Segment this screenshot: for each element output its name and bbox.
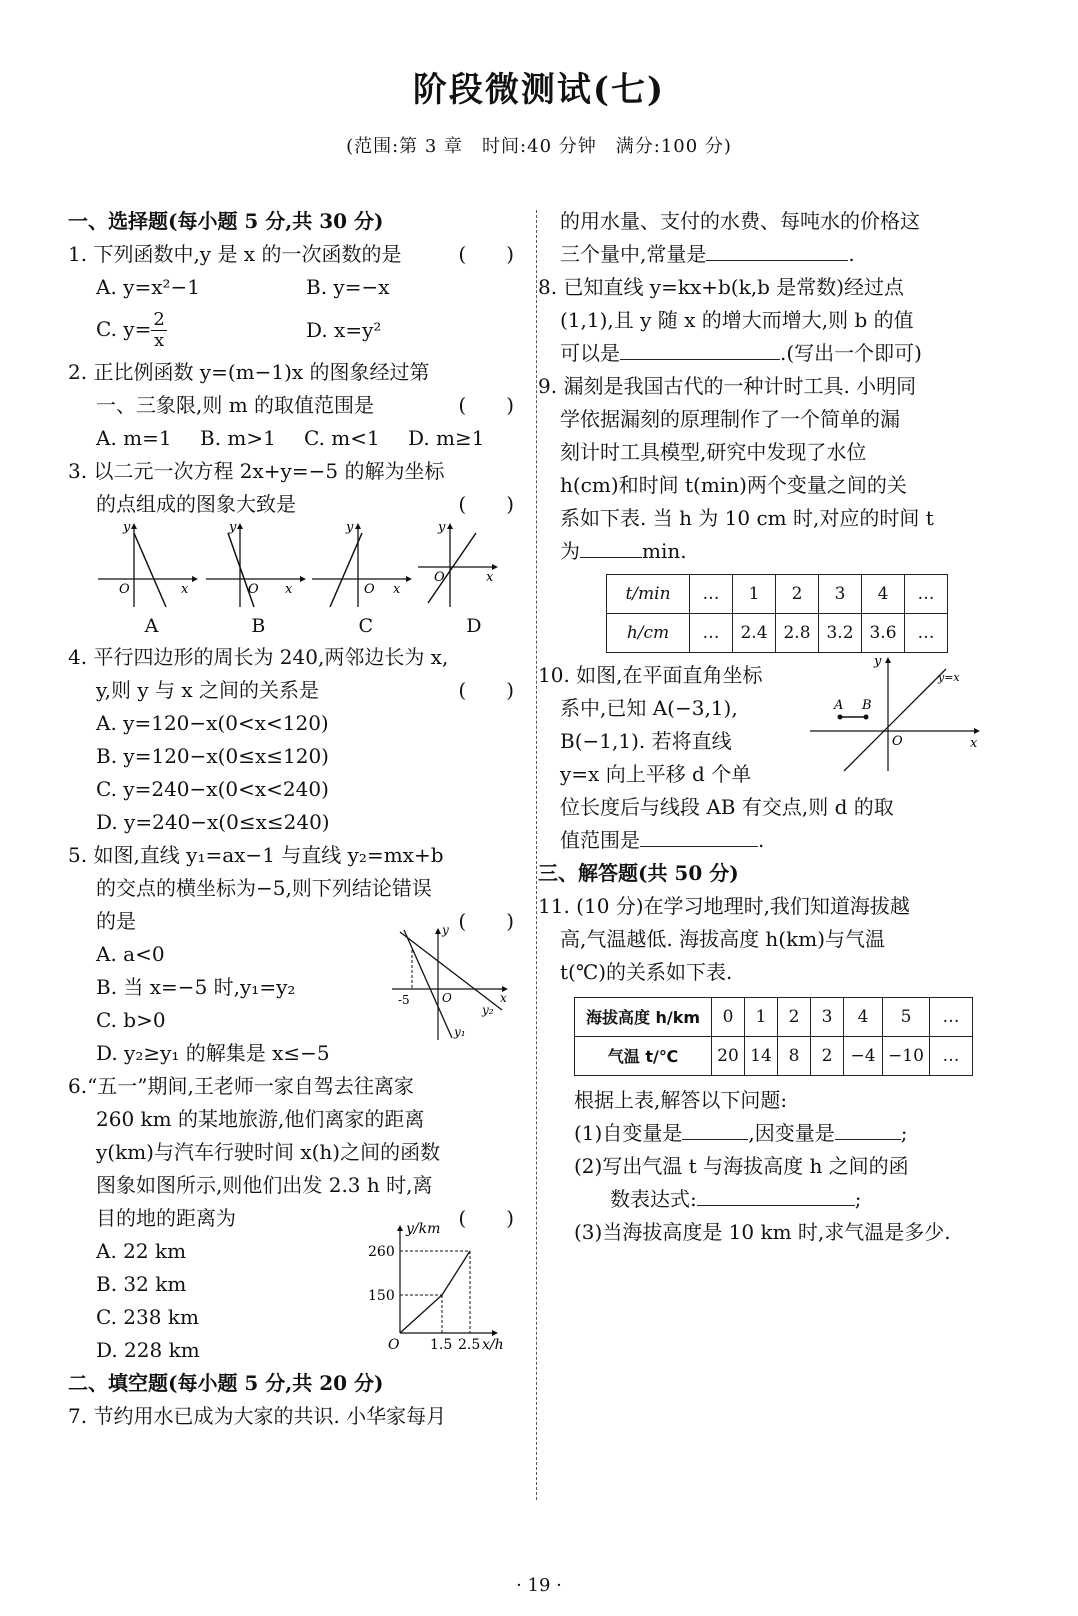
section-choice-heading: 一、选择题(每小题 5 分,共 30 分)	[68, 209, 384, 233]
q6-stem-line1: 6.“五一”期间,王老师一家自驾去往离家	[68, 1074, 414, 1098]
svg-text:y: y	[123, 521, 131, 535]
svg-text:O: O	[119, 582, 130, 597]
q10-stem-line6: 值范围是 .	[560, 824, 1008, 857]
svg-text:x: x	[285, 582, 293, 597]
q6-option-d: D. 228 km	[96, 1338, 200, 1362]
q9-stem-line2: 学依据漏刻的原理制作了一个简单的漏	[560, 407, 900, 431]
q4-option-d: D. y=240−x(0≤x≤240)	[96, 810, 330, 834]
q11-stem-line3: t(℃)的关系如下表.	[560, 960, 733, 984]
q6-option-c: C. 238 km	[96, 1305, 199, 1329]
q4-stem-line2: y,则 y 与 x 之间的关系是 ( )	[96, 678, 514, 702]
q5-stem-line3: 的是 ( )	[96, 909, 514, 933]
svg-text:O: O	[388, 1337, 400, 1353]
q10-stem-line5: 位长度后与线段 AB 有交点,则 d 的取	[560, 795, 894, 819]
q9-stem-line6: 为 min.	[560, 535, 1008, 568]
svg-text:y: y	[438, 521, 446, 535]
q11-expression-blank[interactable]	[697, 1183, 855, 1206]
q2-stem-line1: 2. 正比例函数 y=(m−1)x 的图象经过第	[68, 360, 430, 384]
q7-answer-blank[interactable]	[706, 238, 848, 261]
svg-text:y=x: y=x	[938, 671, 960, 684]
svg-text:O: O	[892, 734, 903, 749]
q1-options-ab: A. y=x²−1 B. y=−x	[96, 275, 390, 299]
q11-dependent-blank[interactable]	[835, 1117, 901, 1140]
q11-table	[574, 997, 973, 1076]
svg-text:x: x	[970, 736, 978, 751]
q1-options-cd: C. y= $\frac{2}{x}$ D. x=y²	[96, 308, 382, 351]
svg-text:O: O	[364, 582, 375, 597]
q5-option-c: C. b>0	[96, 1008, 166, 1032]
svg-text:x: x	[181, 582, 189, 597]
svg-text:A: A	[834, 698, 844, 713]
q8-stem-line2: (1,1),且 y 随 x 的增大而增大,则 b 的值	[560, 308, 914, 332]
table-row: 海拔高度 h/km 0 1 2 3 4 5 …	[575, 998, 973, 1037]
q4-stem-line1: 4. 平行四边形的周长为 240,两邻边长为 x,	[68, 645, 449, 669]
q11-part3: (3)当海拔高度是 10 km 时,求气温是多少.	[574, 1220, 951, 1244]
q11-stem-line2: 高,气温越低. 海拔高度 h(km)与气温	[560, 927, 885, 951]
q6-stem-line3: y(km)与汽车行驶时间 x(h)之间的函数	[96, 1140, 441, 1164]
q7-stem-line3: 三个量中,常量是 .	[560, 238, 1008, 271]
q6-option-a: A. 22 km	[96, 1239, 187, 1263]
q9-stem-line3: 刻计时工具模型,研究中发现了水位	[560, 440, 867, 464]
q11-stem-line1: 11. (10 分)在学习地理时,我们知道海拔越	[538, 894, 910, 918]
q4-option-a: A. y=120−x(0<x<120)	[96, 711, 329, 735]
page-title: 阶段微测试(七)	[412, 70, 666, 110]
q11-independent-blank[interactable]	[682, 1117, 748, 1140]
q3-graph-b	[206, 521, 306, 607]
svg-text:x: x	[486, 570, 494, 585]
q6-stem-line4: 图象如图所示,则他们出发 2.3 h 时,离	[96, 1173, 433, 1197]
svg-text:y₁: y₁	[454, 1025, 466, 1039]
q10-stem-line2: 系中,已知 A(−3,1),	[560, 696, 738, 720]
table-row: h/cm … 2.4 2.8 3.2 3.6 …	[607, 614, 948, 653]
q2-stem-line2: 一、三象限,则 m 的取值范围是 ( )	[96, 393, 514, 417]
q3-graph-c	[312, 521, 412, 607]
svg-text:x/h: x/h	[482, 1337, 504, 1353]
svg-text:y: y	[874, 654, 882, 669]
svg-text:y/km: y/km	[406, 1221, 441, 1237]
q11-part1: (1)自变量是 ,因变量是 ;	[560, 1117, 1008, 1150]
q1-stem: 1. 下列函数中,y 是 x 的一次函数的是 ( )	[68, 242, 514, 266]
q3-graph-a	[98, 521, 198, 607]
q9-stem-line4: h(cm)和时间 t(min)两个变量之间的关	[560, 473, 907, 497]
q9-stem-line1: 9. 漏刻是我国古代的一种计时工具. 小明同	[538, 374, 917, 398]
q2-options: A. m=1 B. m>1 C. m<1 D. m≥1	[96, 426, 485, 450]
q11-part2-line2: 数表达式: ;	[560, 1183, 1008, 1216]
q6-stem-line5: 目的地的距离为 ( )	[96, 1206, 514, 1230]
q9-stem-line5: 系如下表. 当 h 为 10 cm 时,对应的时间 t	[560, 506, 934, 530]
svg-text:O: O	[442, 991, 452, 1005]
q3-graph-options	[68, 521, 514, 611]
q6-stem-line2: 260 km 的某地旅游,他们离家的距离	[96, 1107, 425, 1131]
q4-option-b: B. y=120−x(0≤x≤120)	[96, 744, 329, 768]
svg-text:260: 260	[368, 1244, 395, 1260]
column-divider	[536, 210, 537, 1500]
fraction-2-over-x: $\frac{2}{x}$	[153, 308, 165, 351]
svg-text:y₂: y₂	[482, 1003, 494, 1017]
q10-stem-line4: y=x 向上平移 d 个单	[560, 762, 752, 786]
table-row: t/min … 1 2 3 4 …	[607, 575, 948, 614]
q5-stem-line1: 5. 如图,直线 y₁=ax−1 与直线 y₂=mx+b	[68, 843, 444, 867]
table-row: 气温 t/℃ 20 14 8 2 −4 −10 …	[575, 1037, 973, 1076]
svg-text:1.5: 1.5	[430, 1337, 453, 1353]
q3-option-labels: A B C D	[144, 615, 482, 637]
svg-text:150: 150	[368, 1288, 395, 1304]
q9-table	[606, 574, 948, 653]
svg-text:y: y	[346, 521, 354, 535]
q6-graph	[360, 1221, 510, 1353]
svg-text:-5: -5	[398, 993, 410, 1007]
q11-instruction: 根据上表,解答以下问题:	[574, 1088, 788, 1112]
q10-stem-line1: 10. 如图,在平面直角坐标	[538, 663, 763, 687]
q10-stem-line3: B(−1,1). 若将直线	[560, 729, 732, 753]
q3-stem-line1: 3. 以二元一次方程 2x+y=−5 的解为坐标	[68, 459, 445, 483]
q3-stem-line2: 的点组成的图象大致是 ( )	[96, 492, 514, 516]
svg-text:B: B	[862, 698, 872, 713]
left-column	[68, 205, 514, 1433]
q5-option-a: A. a<0	[96, 942, 165, 966]
q7-stem-line2: 的用水量、支付的水费、每吨水的价格这	[560, 209, 920, 233]
q8-answer-blank[interactable]	[620, 337, 780, 360]
q5-stem-line2: 的交点的横坐标为−5,则下列结论错误	[96, 876, 432, 900]
q10-graph	[810, 653, 990, 773]
svg-text:y: y	[442, 924, 449, 937]
q11-part2-line1: (2)写出气温 t 与海拔高度 h 之间的函	[574, 1154, 909, 1178]
section-fill-heading: 二、填空题(每小题 5 分,共 20 分)	[68, 1371, 384, 1395]
right-column	[538, 205, 1008, 1249]
svg-text:O: O	[434, 570, 445, 585]
q7-stem-line1: 7. 节约用水已成为大家的共识. 小华家每月	[68, 1404, 447, 1428]
svg-text:x: x	[500, 991, 507, 1005]
section-answer-heading: 三、解答题(共 50 分)	[538, 861, 739, 885]
page-subtitle: (范围:第 3 章 时间:40 分钟 满分:100 分)	[346, 136, 732, 157]
q3-graph-d	[418, 521, 498, 607]
q6-option-b: B. 32 km	[96, 1272, 187, 1296]
svg-text:y: y	[229, 521, 237, 535]
q5-option-d: D. y₂≥y₁ 的解集是 x≤−5	[96, 1041, 330, 1065]
q10-answer-blank[interactable]	[640, 824, 758, 847]
svg-text:2.5: 2.5	[458, 1337, 481, 1353]
svg-text:O: O	[248, 582, 259, 597]
q8-stem-line1: 8. 已知直线 y=kx+b(k,b 是常数)经过点	[538, 275, 905, 299]
q5-graph	[390, 924, 510, 1044]
q8-stem-line3: 可以是 .(写出一个即可)	[560, 337, 1008, 370]
q9-answer-blank[interactable]	[580, 535, 642, 558]
q4-option-c: C. y=240−x(0<x<240)	[96, 777, 329, 801]
svg-text:x: x	[393, 582, 401, 597]
q5-option-b: B. 当 x=−5 时,y₁=y₂	[96, 975, 296, 999]
page-number: · 19 ·	[516, 1575, 562, 1596]
